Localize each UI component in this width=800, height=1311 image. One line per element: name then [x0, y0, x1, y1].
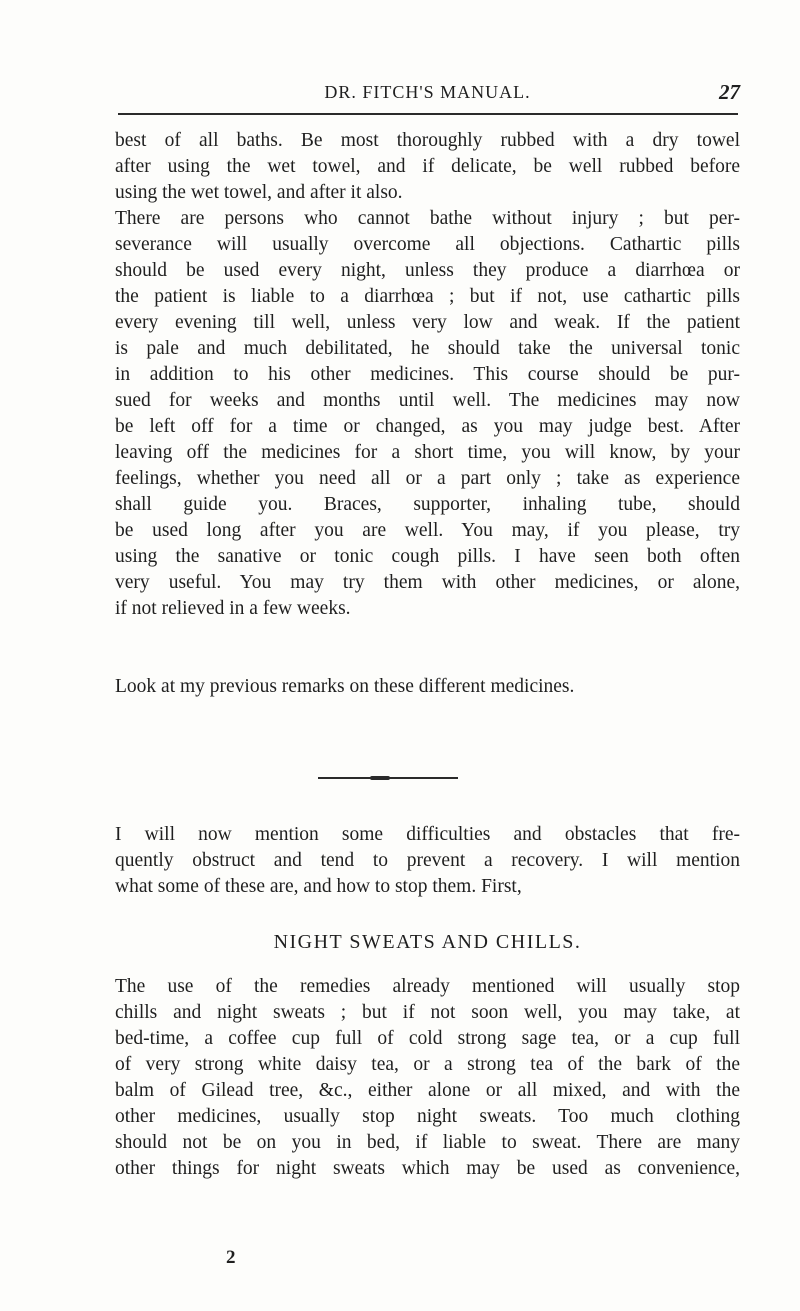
text-line: should not be on you in bed, if liable to sweat. There are many [115, 1132, 740, 1153]
text-line: should be used every night, unless they produce a diarrhœa or [115, 260, 740, 281]
text-line: is pale and much debilitated, he should take the universal tonic [115, 338, 740, 359]
paragraph-look-remarks [115, 674, 740, 700]
text-line: other things for night sweats which may be used as convenience, [115, 1158, 740, 1179]
text-line: using the wet towel, and after it also. [115, 182, 403, 203]
section-heading: NIGHT SWEATS AND CHILLS. [273, 931, 582, 953]
text-line: shall guide you. Braces, supporter, inhaling tube, should [115, 494, 740, 515]
text-line: if not relieved in a few weeks. [115, 598, 351, 619]
paragraph-night-sweats [115, 974, 740, 1182]
text-line: in addition to his other medicines. This course should be pur- [115, 364, 740, 385]
paragraph-baths-end [115, 128, 740, 206]
text-line: very useful. You may try them with other medicines, or alone, [115, 572, 740, 593]
text-line: balm of Gilead tree, &c., either alone or all mixed, and with the [115, 1080, 740, 1101]
text-line: best of all baths. Be most thoroughly rubbed with a dry towel [115, 130, 740, 151]
text-line: I will now mention some difficulties and obstacles that fre- [115, 824, 740, 845]
signature-mark: 2 [226, 1247, 236, 1268]
text-line: sued for weeks and months until well. The medicines may now [115, 390, 740, 411]
paragraph-perseverance [115, 206, 740, 622]
text-line: There are persons who cannot bathe without injury ; but per- [115, 208, 740, 229]
text-line: leaving off the medicines for a short time, you will know, by your [115, 442, 740, 463]
page-number: 27 [719, 80, 740, 104]
running-header [115, 82, 740, 112]
text-line: The use of the remedies already mentioned will usually stop [115, 976, 740, 997]
text-line: Look at my previous remarks on these different medicines. [115, 676, 575, 697]
text-line: after using the wet towel, and if delicate, be well rubbed before [115, 156, 740, 177]
text-line: be used long after you are well. You may, if you please, try [115, 520, 740, 541]
text-line: using the sanative or tonic cough pills. I have seen both often [115, 546, 740, 567]
header-rule [118, 113, 738, 115]
section-divider [318, 777, 458, 779]
running-title: DR. FITCH'S MANUAL. [324, 82, 531, 102]
text-line: other medicines, usually stop night sweats. Too much clothing [115, 1106, 740, 1127]
text-line: chills and night sweats ; but if not soon well, you may take, at [115, 1002, 740, 1023]
text-line: feelings, whether you need all or a part only ; take as experience [115, 468, 740, 489]
paragraph-difficulties [115, 822, 740, 900]
text-line: of very strong white daisy tea, or a strong tea of the bark of the [115, 1054, 740, 1075]
text-line: bed-time, a coffee cup full of cold strong sage tea, or a cup full [115, 1028, 740, 1049]
text-line: the patient is liable to a diarrhœa ; but if not, use cathartic pills [115, 286, 740, 307]
text-line: quently obstruct and tend to prevent a recovery. I will mention [115, 850, 740, 871]
text-line: severance will usually overcome all objections. Cathartic pills [115, 234, 740, 255]
text-line: what some of these are, and how to stop them. First, [115, 876, 522, 897]
text-line: every evening till well, unless very low and weak. If the patient [115, 312, 740, 333]
text-line: be left off for a time or changed, as you may judge best. After [115, 416, 740, 437]
